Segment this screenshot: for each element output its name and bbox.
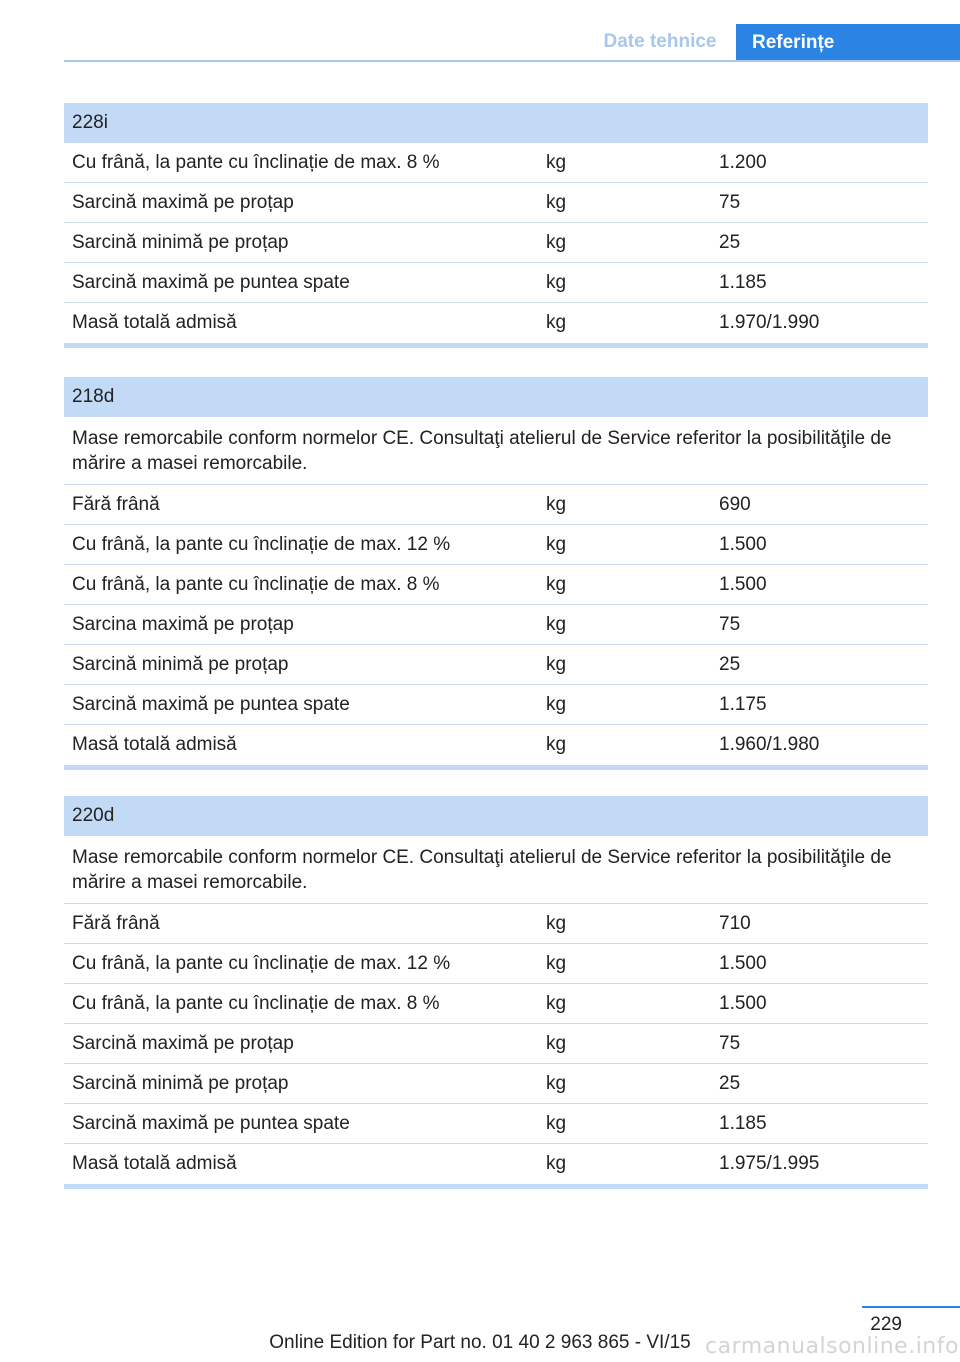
edition-footer: Online Edition for Part no. 01 40 2 963 865 - VI/15 <box>269 1332 691 1353</box>
row-unit: kg <box>546 734 567 755</box>
row-unit: kg <box>546 993 567 1014</box>
row-unit: kg <box>546 1153 567 1174</box>
page-number-rule <box>862 1306 960 1308</box>
row-label: Cu frână, la pante cu înclinație de max. 8 % <box>72 993 440 1014</box>
page-header <box>0 0 960 62</box>
row-value: 1.970/1.990 <box>719 312 820 333</box>
row-unit: kg <box>546 192 567 213</box>
row-value: 1.175 <box>719 694 767 715</box>
table-row <box>64 944 928 984</box>
row-value: 75 <box>719 192 741 213</box>
row-unit: kg <box>546 614 567 635</box>
row-value: 1.500 <box>719 993 767 1014</box>
row-value: 1.975/1.995 <box>719 1153 820 1174</box>
section-end-rule <box>64 1184 928 1189</box>
tab-date-tehnice[interactable]: Date tehnice <box>603 31 717 52</box>
row-label: Sarcină maximă pe puntea spate <box>72 272 350 293</box>
row-value: 1.500 <box>719 574 767 595</box>
row-label: Masă totală admisă <box>72 1153 237 1174</box>
table-row <box>64 685 928 725</box>
table-body <box>64 143 928 343</box>
table-row <box>64 183 928 223</box>
table-body <box>64 485 928 765</box>
row-unit: kg <box>546 654 567 675</box>
table-row <box>64 1144 928 1184</box>
section-note: Mase remorcabile conform normelor CE. Consultaţi atelierul de Service referitor la posibilităţile de mărire a masei remorcabile. <box>64 417 928 485</box>
row-unit: kg <box>546 534 567 555</box>
table-220d <box>64 796 928 1189</box>
row-value: 75 <box>719 614 741 635</box>
row-label: Masă totală admisă <box>72 312 237 333</box>
row-label: Sarcină minimă pe proțap <box>72 654 289 675</box>
row-label: Fără frână <box>72 913 160 934</box>
row-value: 1.500 <box>719 953 767 974</box>
row-unit: kg <box>546 152 567 173</box>
row-unit: kg <box>546 312 567 333</box>
row-value: 25 <box>719 654 741 675</box>
section-note: Mase remorcabile conform normelor CE. Consultaţi atelierul de Service referitor la posibilităţile de mărire a masei remorcabile. <box>64 836 928 904</box>
row-label: Sarcină minimă pe proțap <box>72 232 289 253</box>
table-row <box>64 223 928 263</box>
table-row <box>64 725 928 765</box>
table-row <box>64 485 928 525</box>
table-row <box>64 263 928 303</box>
row-unit: kg <box>546 953 567 974</box>
table-row <box>64 645 928 685</box>
row-unit: kg <box>546 1073 567 1094</box>
row-label: Cu frână, la pante cu înclinație de max. 8 % <box>72 574 440 595</box>
row-unit: kg <box>546 232 567 253</box>
row-label: Sarcină maximă pe proțap <box>72 1033 294 1054</box>
table-row <box>64 605 928 645</box>
section-end-rule <box>64 343 928 348</box>
row-label: Sarcina maximă pe proțap <box>72 614 294 635</box>
row-unit: kg <box>546 574 567 595</box>
row-value: 1.960/1.980 <box>719 734 820 755</box>
row-unit: kg <box>546 1033 567 1054</box>
row-value: 690 <box>719 494 751 515</box>
row-unit: kg <box>546 694 567 715</box>
row-unit: kg <box>546 494 567 515</box>
row-label: Sarcină maximă pe proțap <box>72 192 294 213</box>
row-unit: kg <box>546 913 567 934</box>
row-unit: kg <box>546 272 567 293</box>
row-label: Sarcină maximă pe puntea spate <box>72 694 350 715</box>
row-value: 1.185 <box>719 272 767 293</box>
row-label: Sarcină minimă pe proțap <box>72 1073 289 1094</box>
row-label: Fără frână <box>72 494 160 515</box>
row-label: Cu frână, la pante cu înclinație de max. 8 % <box>72 152 440 173</box>
section-title: 218d <box>64 377 928 417</box>
header-divider <box>64 60 960 62</box>
row-value: 25 <box>719 1073 741 1094</box>
row-value: 1.200 <box>719 152 767 173</box>
table-row <box>64 1064 928 1104</box>
table-body <box>64 904 928 1184</box>
row-value: 1.185 <box>719 1113 767 1134</box>
row-unit: kg <box>546 1113 567 1134</box>
section-end-rule <box>64 765 928 770</box>
tab-referinte[interactable]: Referințe <box>736 24 960 62</box>
table-row <box>64 1104 928 1144</box>
row-value: 710 <box>719 913 751 934</box>
row-label: Sarcină maximă pe puntea spate <box>72 1113 350 1134</box>
table-row <box>64 984 928 1024</box>
table-row <box>64 525 928 565</box>
table-row <box>64 904 928 944</box>
section-title: 228i <box>64 103 928 143</box>
row-label: Cu frână, la pante cu înclinație de max. 12 % <box>72 953 451 974</box>
table-218d <box>64 377 928 770</box>
row-label: Masă totală admisă <box>72 734 237 755</box>
table-row <box>64 1024 928 1064</box>
row-value: 25 <box>719 232 741 253</box>
row-value: 1.500 <box>719 534 767 555</box>
row-label: Cu frână, la pante cu înclinație de max. 12 % <box>72 534 451 555</box>
table-228i <box>64 103 928 348</box>
watermark: carmanualsonline.info <box>705 1334 959 1359</box>
table-row <box>64 143 928 183</box>
section-title: 220d <box>64 796 928 836</box>
page-number: 229 <box>870 1314 902 1335</box>
row-value: 75 <box>719 1033 741 1054</box>
table-row <box>64 565 928 605</box>
table-row <box>64 303 928 343</box>
